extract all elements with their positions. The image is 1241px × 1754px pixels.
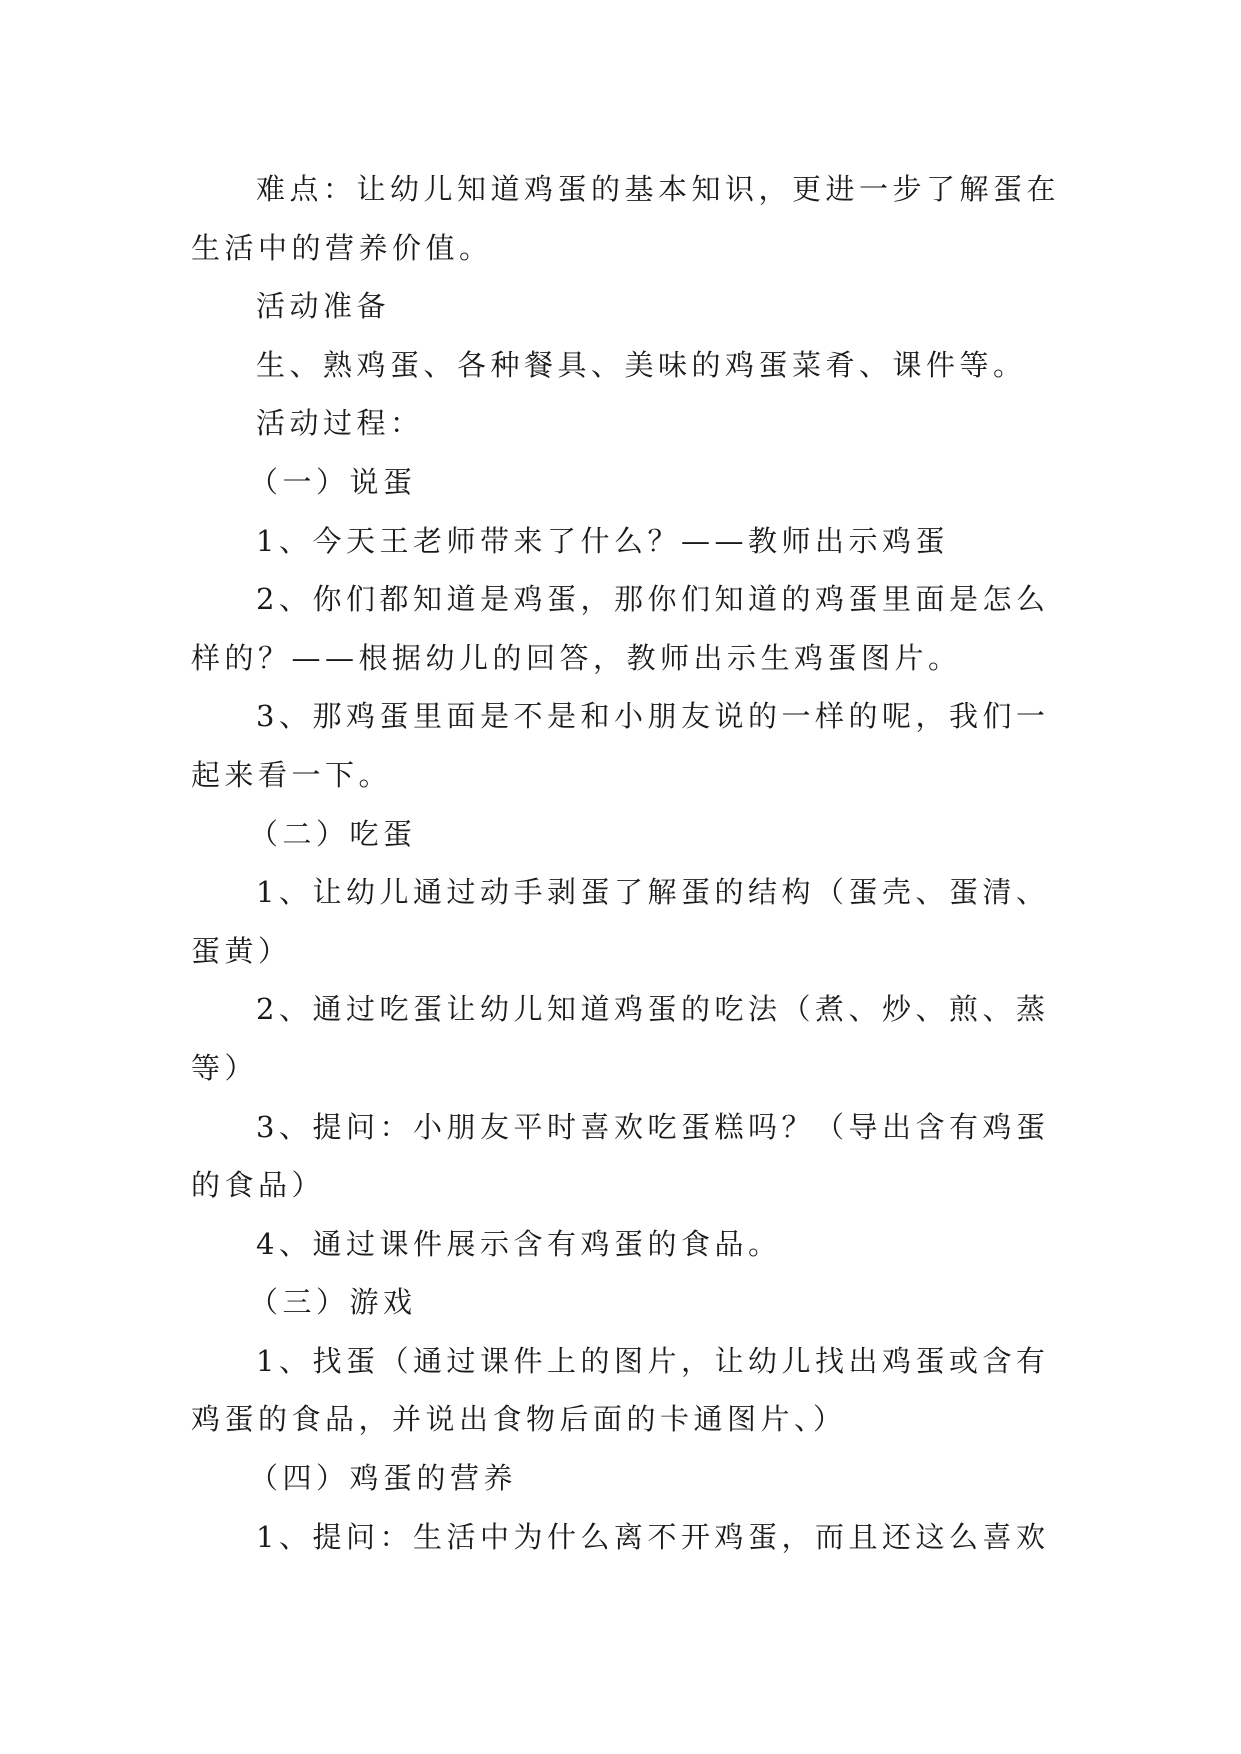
section-heading: 活动准备 [256,289,391,324]
subsection-heading: （二）吃蛋 [249,816,417,851]
subsection-heading: （四）鸡蛋的营养 [249,1461,518,1496]
list-item-continuation: 等） [191,1050,259,1085]
list-item: 3、那鸡蛋里面是不是和小朋友说的一样的呢，我们一 [256,699,1050,734]
list-item-continuation: 鸡蛋的食品，并说出食物后面的卡通图片、） [191,1402,847,1437]
section-heading: 活动过程： [256,406,424,441]
list-item: 2、通过吃蛋让幼儿知道鸡蛋的吃法（煮、炒、煎、蒸 [256,992,1050,1027]
list-item-continuation: 起来看一下。 [191,757,393,792]
list-item: 4、通过课件展示含有鸡蛋的食品。 [256,1226,782,1261]
list-item: 1、今天王老师带来了什么？——教师出示鸡蛋 [256,523,949,558]
list-item: 1、找蛋（通过课件上的图片，让幼儿找出鸡蛋或含有 [256,1343,1050,1378]
list-item-continuation: 样的？——根据幼儿的回答，教师出示生鸡蛋图片。 [191,640,962,675]
subsection-heading: （三）游戏 [249,1285,417,1320]
subsection-heading: （一）说蛋 [249,464,417,499]
list-item: 1、让幼儿通过动手剥蛋了解蛋的结构（蛋壳、蛋清、 [256,875,1050,910]
paragraph-line: 生活中的营养价值。 [191,230,493,265]
paragraph-line: 难点：让幼儿知道鸡蛋的基本知识，更进一步了解蛋在 [256,172,1061,206]
list-item-continuation: 蛋黄） [191,933,292,968]
paragraph-line: 生、熟鸡蛋、各种餐具、美味的鸡蛋菜肴、课件等。 [256,347,1027,382]
list-item-continuation: 的食品） [191,1168,326,1203]
list-item: 3、提问：小朋友平时喜欢吃蛋糕吗？（导出含有鸡蛋 [256,1109,1050,1144]
list-item: 1、提问：生活中为什么离不开鸡蛋，而且还这么喜欢 [256,1519,1050,1554]
list-item: 2、你们都知道是鸡蛋，那你们知道的鸡蛋里面是怎么 [256,582,1050,617]
document-body [191,160,1061,1566]
